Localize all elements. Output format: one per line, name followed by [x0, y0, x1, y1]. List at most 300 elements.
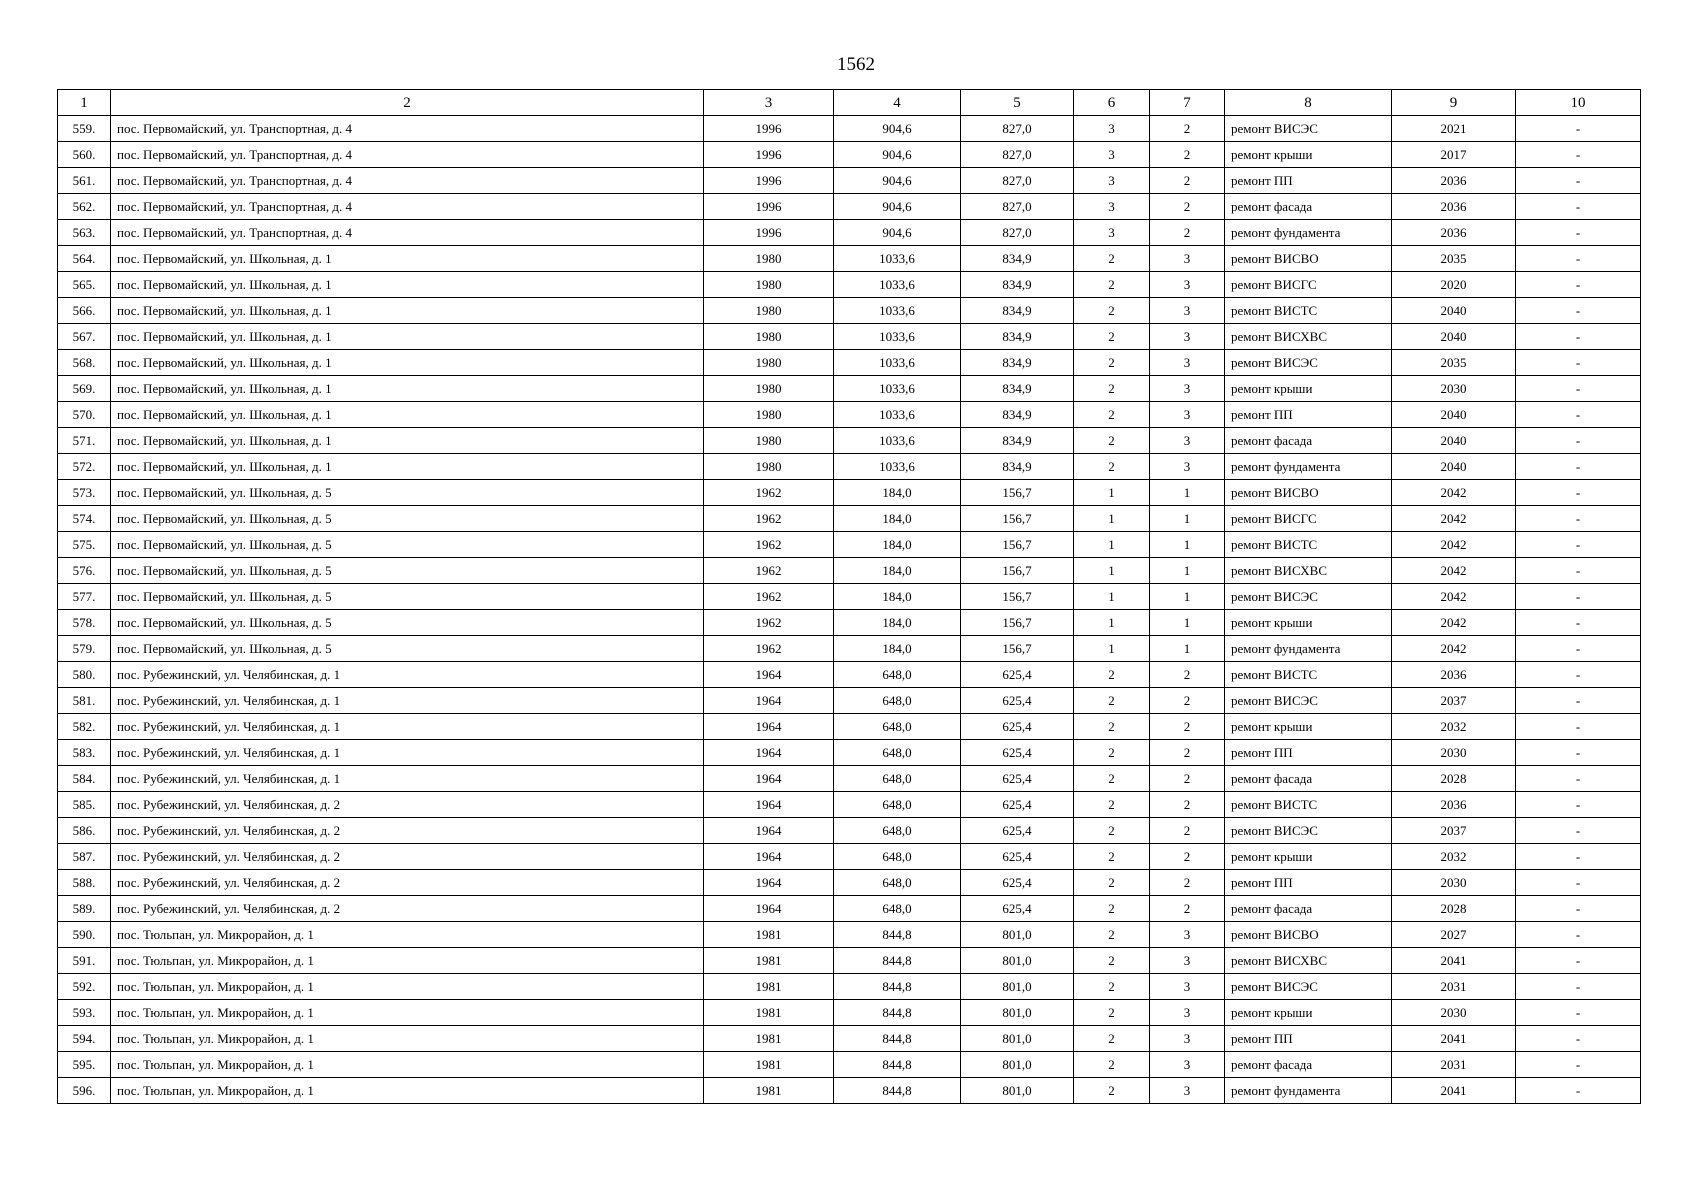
note-cell: - — [1516, 636, 1641, 662]
row-number-cell: 589. — [58, 896, 111, 922]
row-number-cell: 571. — [58, 428, 111, 454]
address-cell: пос. Первомайский, ул. Школьная, д. 1 — [111, 428, 704, 454]
table-row — [58, 480, 1641, 506]
year-built-cell: 1981 — [704, 1078, 834, 1104]
note-cell: - — [1516, 194, 1641, 220]
planned-year-cell: 2036 — [1392, 194, 1516, 220]
floors-cell: 2 — [1074, 974, 1150, 1000]
planned-year-cell: 2031 — [1392, 1052, 1516, 1078]
living-area-cell: 625,4 — [961, 766, 1074, 792]
column-header-3: 3 — [704, 90, 834, 116]
address-cell: пос. Рубежинский, ул. Челябинская, д. 1 — [111, 688, 704, 714]
table-row — [58, 454, 1641, 480]
year-built-cell: 1996 — [704, 220, 834, 246]
address-cell: пос. Первомайский, ул. Школьная, д. 5 — [111, 532, 704, 558]
year-built-cell: 1996 — [704, 194, 834, 220]
total-area-cell: 1033,6 — [834, 428, 961, 454]
address-cell: пос. Первомайский, ул. Транспортная, д. 4 — [111, 168, 704, 194]
entrances-cell: 2 — [1150, 870, 1225, 896]
total-area-cell: 184,0 — [834, 506, 961, 532]
living-area-cell: 834,9 — [961, 324, 1074, 350]
note-cell: - — [1516, 298, 1641, 324]
address-cell: пос. Первомайский, ул. Школьная, д. 1 — [111, 272, 704, 298]
work-type-cell: ремонт крыши — [1225, 142, 1392, 168]
table-row — [58, 896, 1641, 922]
total-area-cell: 844,8 — [834, 1026, 961, 1052]
planned-year-cell: 2035 — [1392, 350, 1516, 376]
table-row — [58, 714, 1641, 740]
note-cell: - — [1516, 740, 1641, 766]
address-cell: пос. Первомайский, ул. Школьная, д. 5 — [111, 636, 704, 662]
note-cell: - — [1516, 376, 1641, 402]
table-row — [58, 1052, 1641, 1078]
living-area-cell: 834,9 — [961, 454, 1074, 480]
year-built-cell: 1981 — [704, 974, 834, 1000]
table-row — [58, 298, 1641, 324]
row-number-cell: 573. — [58, 480, 111, 506]
row-number-cell: 560. — [58, 142, 111, 168]
work-type-cell: ремонт ВИСГС — [1225, 272, 1392, 298]
row-number-cell: 584. — [58, 766, 111, 792]
note-cell: - — [1516, 688, 1641, 714]
note-cell: - — [1516, 402, 1641, 428]
address-cell: пос. Первомайский, ул. Школьная, д. 1 — [111, 402, 704, 428]
floors-cell: 2 — [1074, 844, 1150, 870]
table-row — [58, 948, 1641, 974]
year-built-cell: 1996 — [704, 168, 834, 194]
table-row — [58, 532, 1641, 558]
living-area-cell: 827,0 — [961, 142, 1074, 168]
planned-year-cell: 2040 — [1392, 298, 1516, 324]
note-cell: - — [1516, 532, 1641, 558]
table-header-row — [58, 90, 1641, 116]
total-area-cell: 844,8 — [834, 1078, 961, 1104]
note-cell: - — [1516, 220, 1641, 246]
planned-year-cell: 2030 — [1392, 870, 1516, 896]
year-built-cell: 1964 — [704, 896, 834, 922]
work-type-cell: ремонт крыши — [1225, 714, 1392, 740]
planned-year-cell: 2036 — [1392, 792, 1516, 818]
year-built-cell: 1962 — [704, 636, 834, 662]
note-cell: - — [1516, 870, 1641, 896]
table-row — [58, 610, 1641, 636]
column-header-9: 9 — [1392, 90, 1516, 116]
row-number-cell: 587. — [58, 844, 111, 870]
planned-year-cell: 2042 — [1392, 506, 1516, 532]
address-cell: пос. Первомайский, ул. Школьная, д. 5 — [111, 558, 704, 584]
planned-year-cell: 2030 — [1392, 740, 1516, 766]
entrances-cell: 3 — [1150, 376, 1225, 402]
work-type-cell: ремонт фасада — [1225, 1052, 1392, 1078]
total-area-cell: 648,0 — [834, 662, 961, 688]
living-area-cell: 156,7 — [961, 584, 1074, 610]
floors-cell: 1 — [1074, 636, 1150, 662]
entrances-cell: 2 — [1150, 740, 1225, 766]
planned-year-cell: 2042 — [1392, 610, 1516, 636]
note-cell: - — [1516, 428, 1641, 454]
address-cell: пос. Первомайский, ул. Транспортная, д. 4 — [111, 142, 704, 168]
year-built-cell: 1980 — [704, 246, 834, 272]
table-row — [58, 506, 1641, 532]
living-area-cell: 834,9 — [961, 428, 1074, 454]
entrances-cell: 3 — [1150, 948, 1225, 974]
total-area-cell: 648,0 — [834, 818, 961, 844]
entrances-cell: 2 — [1150, 220, 1225, 246]
table-body — [58, 116, 1641, 1104]
total-area-cell: 648,0 — [834, 766, 961, 792]
row-number-cell: 594. — [58, 1026, 111, 1052]
address-cell: пос. Тюльпан, ул. Микрорайон, д. 1 — [111, 1078, 704, 1104]
planned-year-cell: 2040 — [1392, 324, 1516, 350]
entrances-cell: 3 — [1150, 1052, 1225, 1078]
note-cell: - — [1516, 766, 1641, 792]
living-area-cell: 801,0 — [961, 922, 1074, 948]
year-built-cell: 1981 — [704, 948, 834, 974]
row-number-cell: 563. — [58, 220, 111, 246]
year-built-cell: 1981 — [704, 1000, 834, 1026]
floors-cell: 1 — [1074, 558, 1150, 584]
entrances-cell: 3 — [1150, 298, 1225, 324]
floors-cell: 3 — [1074, 142, 1150, 168]
table-row — [58, 428, 1641, 454]
work-type-cell: ремонт ВИСГС — [1225, 506, 1392, 532]
row-number-cell: 574. — [58, 506, 111, 532]
year-built-cell: 1980 — [704, 350, 834, 376]
year-built-cell: 1980 — [704, 454, 834, 480]
planned-year-cell: 2028 — [1392, 766, 1516, 792]
row-number-cell: 567. — [58, 324, 111, 350]
address-cell: пос. Первомайский, ул. Транспортная, д. 4 — [111, 194, 704, 220]
living-area-cell: 827,0 — [961, 220, 1074, 246]
total-area-cell: 1033,6 — [834, 324, 961, 350]
address-cell: пос. Первомайский, ул. Школьная, д. 5 — [111, 506, 704, 532]
entrances-cell: 1 — [1150, 532, 1225, 558]
total-area-cell: 1033,6 — [834, 272, 961, 298]
column-header-2: 2 — [111, 90, 704, 116]
table-row — [58, 662, 1641, 688]
entrances-cell: 3 — [1150, 454, 1225, 480]
row-number-cell: 569. — [58, 376, 111, 402]
address-cell: пос. Первомайский, ул. Школьная, д. 1 — [111, 246, 704, 272]
table-row — [58, 168, 1641, 194]
table-row — [58, 1026, 1641, 1052]
total-area-cell: 1033,6 — [834, 350, 961, 376]
table-row — [58, 376, 1641, 402]
year-built-cell: 1980 — [704, 428, 834, 454]
total-area-cell: 1033,6 — [834, 246, 961, 272]
address-cell: пос. Рубежинский, ул. Челябинская, д. 1 — [111, 662, 704, 688]
entrances-cell: 1 — [1150, 480, 1225, 506]
row-number-cell: 591. — [58, 948, 111, 974]
address-cell: пос. Первомайский, ул. Школьная, д. 1 — [111, 376, 704, 402]
note-cell: - — [1516, 116, 1641, 142]
planned-year-cell: 2037 — [1392, 688, 1516, 714]
planned-year-cell: 2042 — [1392, 636, 1516, 662]
planned-year-cell: 2020 — [1392, 272, 1516, 298]
row-number-cell: 564. — [58, 246, 111, 272]
row-number-cell: 577. — [58, 584, 111, 610]
entrances-cell: 3 — [1150, 324, 1225, 350]
work-type-cell: ремонт ПП — [1225, 1026, 1392, 1052]
row-number-cell: 576. — [58, 558, 111, 584]
living-area-cell: 801,0 — [961, 1026, 1074, 1052]
entrances-cell: 3 — [1150, 922, 1225, 948]
row-number-cell: 579. — [58, 636, 111, 662]
floors-cell: 2 — [1074, 896, 1150, 922]
note-cell: - — [1516, 246, 1641, 272]
table-row — [58, 558, 1641, 584]
total-area-cell: 844,8 — [834, 1052, 961, 1078]
row-number-cell: 590. — [58, 922, 111, 948]
year-built-cell: 1980 — [704, 376, 834, 402]
total-area-cell: 1033,6 — [834, 298, 961, 324]
address-cell: пос. Рубежинский, ул. Челябинская, д. 2 — [111, 792, 704, 818]
floors-cell: 3 — [1074, 220, 1150, 246]
living-area-cell: 834,9 — [961, 298, 1074, 324]
work-type-cell: ремонт фундамента — [1225, 636, 1392, 662]
table-row — [58, 324, 1641, 350]
row-number-cell: 561. — [58, 168, 111, 194]
floors-cell: 2 — [1074, 246, 1150, 272]
address-cell: пос. Рубежинский, ул. Челябинская, д. 2 — [111, 818, 704, 844]
year-built-cell: 1996 — [704, 116, 834, 142]
year-built-cell: 1964 — [704, 844, 834, 870]
floors-cell: 2 — [1074, 948, 1150, 974]
row-number-cell: 581. — [58, 688, 111, 714]
address-cell: пос. Первомайский, ул. Школьная, д. 1 — [111, 324, 704, 350]
total-area-cell: 648,0 — [834, 870, 961, 896]
total-area-cell: 648,0 — [834, 792, 961, 818]
year-built-cell: 1964 — [704, 792, 834, 818]
table-row — [58, 870, 1641, 896]
floors-cell: 1 — [1074, 480, 1150, 506]
note-cell: - — [1516, 662, 1641, 688]
year-built-cell: 1964 — [704, 740, 834, 766]
floors-cell: 2 — [1074, 272, 1150, 298]
total-area-cell: 904,6 — [834, 194, 961, 220]
address-cell: пос. Первомайский, ул. Школьная, д. 1 — [111, 298, 704, 324]
work-type-cell: ремонт фасада — [1225, 194, 1392, 220]
entrances-cell: 1 — [1150, 636, 1225, 662]
row-number-cell: 593. — [58, 1000, 111, 1026]
work-type-cell: ремонт крыши — [1225, 1000, 1392, 1026]
table-row — [58, 402, 1641, 428]
planned-year-cell: 2036 — [1392, 662, 1516, 688]
entrances-cell: 1 — [1150, 506, 1225, 532]
work-type-cell: ремонт фасада — [1225, 766, 1392, 792]
floors-cell: 2 — [1074, 454, 1150, 480]
year-built-cell: 1962 — [704, 584, 834, 610]
note-cell: - — [1516, 142, 1641, 168]
note-cell: - — [1516, 584, 1641, 610]
total-area-cell: 844,8 — [834, 974, 961, 1000]
total-area-cell: 184,0 — [834, 480, 961, 506]
entrances-cell: 2 — [1150, 688, 1225, 714]
work-type-cell: ремонт ПП — [1225, 870, 1392, 896]
total-area-cell: 844,8 — [834, 1000, 961, 1026]
floors-cell: 2 — [1074, 740, 1150, 766]
planned-year-cell: 2040 — [1392, 454, 1516, 480]
row-number-cell: 578. — [58, 610, 111, 636]
note-cell: - — [1516, 480, 1641, 506]
work-type-cell: ремонт ВИСТС — [1225, 792, 1392, 818]
note-cell: - — [1516, 1052, 1641, 1078]
table-row — [58, 246, 1641, 272]
floors-cell: 1 — [1074, 532, 1150, 558]
entrances-cell: 3 — [1150, 272, 1225, 298]
work-type-cell: ремонт ПП — [1225, 402, 1392, 428]
table-row — [58, 272, 1641, 298]
total-area-cell: 184,0 — [834, 636, 961, 662]
planned-year-cell: 2021 — [1392, 116, 1516, 142]
address-cell: пос. Тюльпан, ул. Микрорайон, д. 1 — [111, 1000, 704, 1026]
work-type-cell: ремонт ВИСЭС — [1225, 974, 1392, 1000]
living-area-cell: 834,9 — [961, 376, 1074, 402]
table-row — [58, 688, 1641, 714]
entrances-cell: 1 — [1150, 610, 1225, 636]
floors-cell: 2 — [1074, 350, 1150, 376]
entrances-cell: 3 — [1150, 402, 1225, 428]
row-number-cell: 565. — [58, 272, 111, 298]
total-area-cell: 904,6 — [834, 116, 961, 142]
work-type-cell: ремонт ВИСЭС — [1225, 584, 1392, 610]
year-built-cell: 1980 — [704, 298, 834, 324]
work-type-cell: ремонт ВИСВО — [1225, 922, 1392, 948]
total-area-cell: 1033,6 — [834, 454, 961, 480]
table-row — [58, 142, 1641, 168]
row-number-cell: 562. — [58, 194, 111, 220]
total-area-cell: 904,6 — [834, 142, 961, 168]
total-area-cell: 184,0 — [834, 558, 961, 584]
column-header-5: 5 — [961, 90, 1074, 116]
year-built-cell: 1962 — [704, 480, 834, 506]
note-cell: - — [1516, 714, 1641, 740]
note-cell: - — [1516, 922, 1641, 948]
note-cell: - — [1516, 168, 1641, 194]
total-area-cell: 904,6 — [834, 168, 961, 194]
planned-year-cell: 2040 — [1392, 402, 1516, 428]
column-header-7: 7 — [1150, 90, 1225, 116]
note-cell: - — [1516, 948, 1641, 974]
living-area-cell: 827,0 — [961, 168, 1074, 194]
living-area-cell: 625,4 — [961, 792, 1074, 818]
address-cell: пос. Рубежинский, ул. Челябинская, д. 1 — [111, 714, 704, 740]
planned-year-cell: 2036 — [1392, 168, 1516, 194]
note-cell: - — [1516, 818, 1641, 844]
planned-year-cell: 2030 — [1392, 376, 1516, 402]
entrances-cell: 3 — [1150, 1026, 1225, 1052]
entrances-cell: 2 — [1150, 168, 1225, 194]
floors-cell: 2 — [1074, 662, 1150, 688]
living-area-cell: 625,4 — [961, 740, 1074, 766]
entrances-cell: 3 — [1150, 350, 1225, 376]
living-area-cell: 801,0 — [961, 948, 1074, 974]
table-row — [58, 350, 1641, 376]
table-row — [58, 1078, 1641, 1104]
year-built-cell: 1964 — [704, 818, 834, 844]
total-area-cell: 184,0 — [834, 584, 961, 610]
note-cell: - — [1516, 558, 1641, 584]
entrances-cell: 2 — [1150, 714, 1225, 740]
living-area-cell: 801,0 — [961, 1078, 1074, 1104]
floors-cell: 2 — [1074, 766, 1150, 792]
work-type-cell: ремонт ВИСЭС — [1225, 116, 1392, 142]
note-cell: - — [1516, 350, 1641, 376]
year-built-cell: 1980 — [704, 272, 834, 298]
entrances-cell: 2 — [1150, 818, 1225, 844]
total-area-cell: 844,8 — [834, 922, 961, 948]
living-area-cell: 801,0 — [961, 974, 1074, 1000]
address-cell: пос. Тюльпан, ул. Микрорайон, д. 1 — [111, 948, 704, 974]
row-number-cell: 570. — [58, 402, 111, 428]
work-type-cell: ремонт ВИСТС — [1225, 662, 1392, 688]
living-area-cell: 625,4 — [961, 662, 1074, 688]
planned-year-cell: 2042 — [1392, 558, 1516, 584]
year-built-cell: 1980 — [704, 324, 834, 350]
living-area-cell: 827,0 — [961, 116, 1074, 142]
work-type-cell: ремонт ВИСЭС — [1225, 350, 1392, 376]
note-cell: - — [1516, 506, 1641, 532]
address-cell: пос. Рубежинский, ул. Челябинская, д. 2 — [111, 844, 704, 870]
work-type-cell: ремонт фундамента — [1225, 220, 1392, 246]
planned-year-cell: 2017 — [1392, 142, 1516, 168]
work-type-cell: ремонт ВИСХВС — [1225, 324, 1392, 350]
entrances-cell: 2 — [1150, 116, 1225, 142]
address-cell: пос. Тюльпан, ул. Микрорайон, д. 1 — [111, 1052, 704, 1078]
year-built-cell: 1981 — [704, 922, 834, 948]
year-built-cell: 1962 — [704, 506, 834, 532]
total-area-cell: 184,0 — [834, 610, 961, 636]
floors-cell: 2 — [1074, 428, 1150, 454]
floors-cell: 1 — [1074, 506, 1150, 532]
work-type-cell: ремонт ВИСТС — [1225, 298, 1392, 324]
table-row — [58, 584, 1641, 610]
address-cell: пос. Тюльпан, ул. Микрорайон, д. 1 — [111, 974, 704, 1000]
row-number-cell: 595. — [58, 1052, 111, 1078]
table-row — [58, 844, 1641, 870]
floors-cell: 2 — [1074, 324, 1150, 350]
living-area-cell: 625,4 — [961, 896, 1074, 922]
row-number-cell: 585. — [58, 792, 111, 818]
note-cell: - — [1516, 272, 1641, 298]
note-cell: - — [1516, 454, 1641, 480]
planned-year-cell: 2042 — [1392, 532, 1516, 558]
living-area-cell: 156,7 — [961, 610, 1074, 636]
address-cell: пос. Первомайский, ул. Школьная, д. 1 — [111, 454, 704, 480]
row-number-cell: 583. — [58, 740, 111, 766]
work-type-cell: ремонт фасада — [1225, 428, 1392, 454]
column-header-1: 1 — [58, 90, 111, 116]
living-area-cell: 834,9 — [961, 272, 1074, 298]
column-header-10: 10 — [1516, 90, 1641, 116]
entrances-cell: 3 — [1150, 1078, 1225, 1104]
total-area-cell: 648,0 — [834, 896, 961, 922]
living-area-cell: 834,9 — [961, 246, 1074, 272]
living-area-cell: 625,4 — [961, 688, 1074, 714]
planned-year-cell: 2028 — [1392, 896, 1516, 922]
note-cell: - — [1516, 610, 1641, 636]
work-type-cell: ремонт ПП — [1225, 168, 1392, 194]
work-type-cell: ремонт крыши — [1225, 610, 1392, 636]
planned-year-cell: 2032 — [1392, 714, 1516, 740]
total-area-cell: 648,0 — [834, 740, 961, 766]
row-number-cell: 592. — [58, 974, 111, 1000]
entrances-cell: 1 — [1150, 584, 1225, 610]
row-number-cell: 575. — [58, 532, 111, 558]
floors-cell: 3 — [1074, 168, 1150, 194]
living-area-cell: 827,0 — [961, 194, 1074, 220]
table-row — [58, 974, 1641, 1000]
